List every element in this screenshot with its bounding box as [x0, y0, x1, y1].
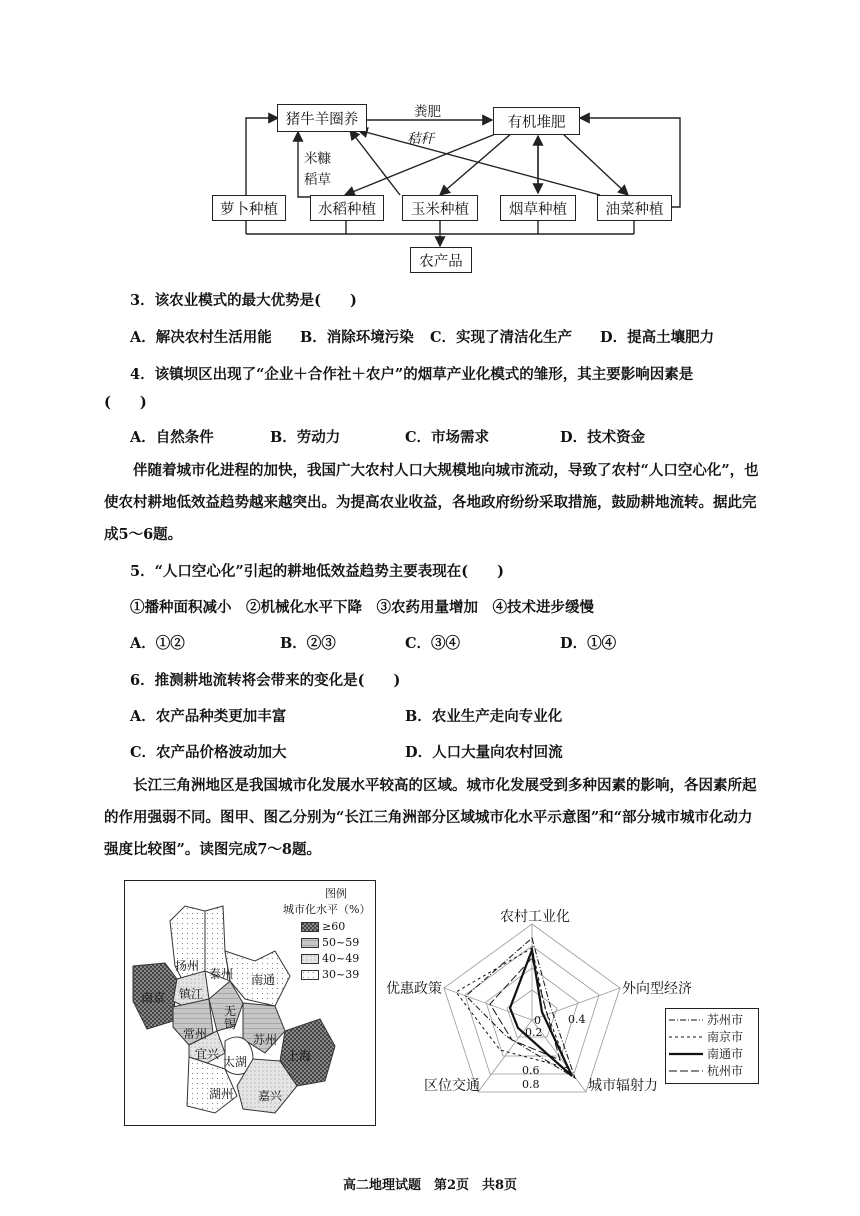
- map-legend-item-50: 50~59: [301, 936, 371, 949]
- map-label-taihu: 太湖: [223, 1055, 248, 1069]
- map-label-nanjing: 南京: [141, 991, 166, 1005]
- map-label-wuxi: 无锡: [224, 1004, 237, 1031]
- q3-option-c: C．实现了清洁化生产: [430, 329, 573, 346]
- swatch-60: [301, 922, 319, 932]
- radar-tick-0-2: 0.2: [525, 1026, 543, 1039]
- map-label-nantong: 南通: [251, 973, 276, 987]
- map-legend-subtitle: 城市化水平（%）: [283, 903, 371, 916]
- map-label-shanghai: 上海: [287, 1049, 312, 1063]
- radar-tick-0-4: 0.4: [568, 1013, 586, 1026]
- map-label-changzhou: 常州: [183, 1027, 208, 1041]
- q5-option-a: A．①②: [130, 635, 185, 652]
- manure-label: 粪肥: [414, 104, 441, 120]
- radar-axis-export-economy: 外向型经济: [622, 981, 692, 997]
- map-legend-item-60: ≥60: [301, 920, 371, 933]
- passage-yangtze-delta: 长江三角洲地区是我国城市化发展水平较高的区域。城市化发展受到多种因素的影响，各因素所起的作用强弱不同。图甲、图乙分别为“长江三角洲部分区域城市化水平示意图”和“部分城市城市化动力强度比较图”。读图完成7～8题。: [104, 777, 757, 858]
- q4-option-c: C．市场需求: [405, 429, 490, 446]
- radar-tick-0-8: 0.8: [522, 1078, 540, 1091]
- map-label-zhenjiang: 镇江: [179, 987, 204, 1001]
- radar-legend-item-nanjing: 南京市: [666, 1028, 758, 1045]
- urbanization-map: [124, 880, 376, 1126]
- map-label-suzhou: 苏州: [253, 1033, 278, 1047]
- swatch-40: [301, 954, 319, 964]
- q3-option-d: D．提高土壤肥力: [600, 329, 715, 346]
- page-footer: 高二地理试题 第2页 共8页: [342, 1178, 518, 1193]
- crop-box-rapeseed: 油菜种植: [597, 195, 672, 221]
- q5-option-c: C．③④: [405, 635, 461, 652]
- map-label-huzhou: 湖州: [209, 1087, 234, 1101]
- map-legend: [283, 885, 371, 981]
- radar-chart: [380, 900, 760, 1100]
- map-label-yangzhou: 扬州: [175, 959, 200, 973]
- swatch-30: [301, 970, 319, 980]
- q5-stem: 5．“人口空心化”引起的耕地低效益趋势主要表现在( ): [130, 563, 504, 580]
- radar-axis-rural-industry: 农村工业化: [500, 909, 570, 925]
- q4-option-a: A．自然条件: [130, 429, 214, 446]
- radar-axis-location-transport: 区位交通: [424, 1078, 480, 1094]
- q5-option-d: D．①④: [560, 635, 617, 652]
- q6-option-a: A．农产品种类更加丰富: [130, 708, 287, 725]
- legend-line-dashdot: [669, 1016, 703, 1024]
- map-label-taizhou: 泰州: [209, 967, 234, 981]
- crop-box-tobacco: 烟草种植: [500, 195, 576, 221]
- q3-option-b: B．消除环境污染: [300, 329, 414, 346]
- straw-label: 秸秆: [407, 131, 434, 147]
- legend-line-dashed: [669, 1033, 703, 1041]
- crop-box-corn: 玉米种植: [402, 195, 478, 221]
- crop-box-radish: 萝卜种植: [212, 195, 286, 221]
- bran-label: 米糠: [304, 151, 331, 167]
- radar-legend-item-suzhou: 苏州市: [666, 1011, 758, 1028]
- radar-axis-city-radiation: 城市辐射力: [588, 1078, 658, 1094]
- legend-line-longdash: [669, 1067, 703, 1075]
- crop-box-rice: 水稻种植: [310, 195, 384, 221]
- radar-legend-item-hangzhou: 杭州市: [666, 1062, 758, 1079]
- swatch-50: [301, 938, 319, 948]
- map-label-jiaxing: 嘉兴: [258, 1089, 283, 1103]
- radar-legend-item-nantong: 南通市: [666, 1045, 758, 1062]
- map-legend-item-30: 30~39: [301, 968, 371, 981]
- q6-option-b: B．农业生产走向专业化: [405, 708, 563, 725]
- rice-straw-label: 稻草: [304, 172, 331, 188]
- legend-line-solid: [669, 1050, 703, 1058]
- q6-option-c: C．农产品价格波动加大: [130, 744, 287, 761]
- map-legend-item-40: 40~49: [301, 952, 371, 965]
- map-legend-title: 图例: [325, 887, 347, 900]
- q5-items: ①播种面积减小 ②机械化水平下降 ③农药用量增加 ④技术进步缓慢: [130, 599, 594, 616]
- q3-stem: 3．该农业模式的最大优势是( ): [130, 292, 357, 309]
- radar-legend: [665, 1008, 759, 1084]
- product-box: 农产品: [410, 247, 472, 273]
- map-label-yixing: 宜兴: [195, 1047, 220, 1061]
- radar-tick-0-6: 0.6: [522, 1064, 540, 1077]
- passage-urbanization-hollowing: 伴随着城市化进程的加快，我国广大农村人口大规模地向城市流动，导致了农村“人口空心化”，也使农村耕地低效益趋势越来越突出。为提高农业收益，各地政府纷纷采取措施，鼓励耕地流转。据此完成5～6题。: [104, 462, 759, 543]
- livestock-box: 猪牛羊圈养: [277, 104, 367, 132]
- compost-box: 有机堆肥: [493, 107, 580, 135]
- q4-stem-paren: ( ): [104, 394, 147, 411]
- q5-option-b: B．②③: [280, 635, 336, 652]
- q6-option-d: D．人口大量向农村回流: [405, 744, 563, 761]
- q3-option-a: A．解决农村生活用能: [130, 329, 272, 346]
- radar-tick-0: 0: [534, 1014, 541, 1027]
- q4-option-d: D．技术资金: [560, 429, 646, 446]
- radar-axis-preferential-policy: 优惠政策: [386, 981, 442, 997]
- q4-option-b: B．劳动力: [270, 429, 341, 446]
- q4-stem: 4．该镇坝区出现了“企业＋合作社＋农户”的烟草产业化模式的雏形，其主要影响因素是: [130, 366, 694, 383]
- q6-stem: 6．推测耕地流转将会带来的变化是( ): [130, 672, 401, 689]
